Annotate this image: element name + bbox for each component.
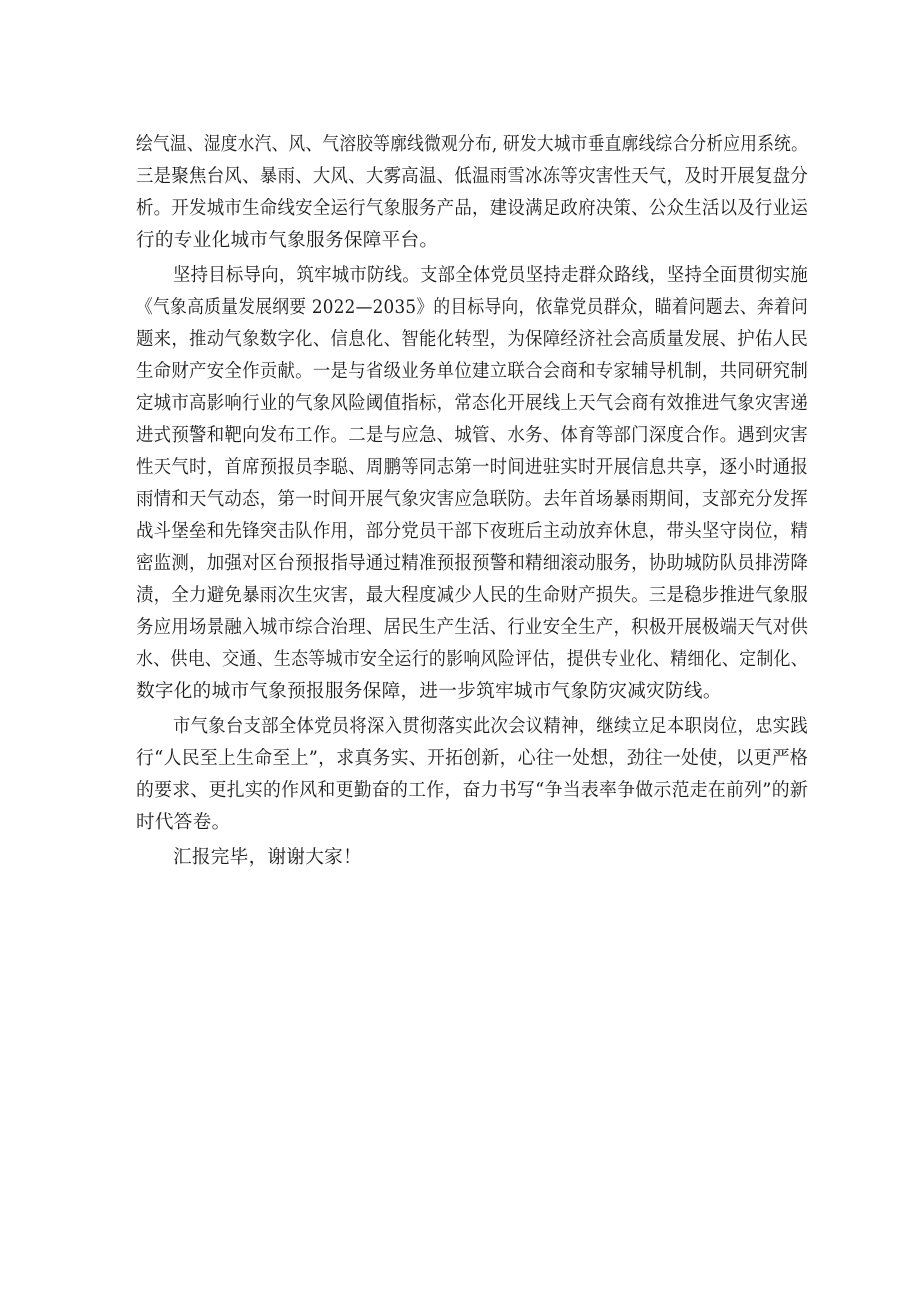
text-line: 市气象台支部全体党员将深入贯彻落实此次会议精神，继续立足本职岗位，忠实践 — [173, 716, 809, 737]
text-line: 战斗堡垒和先锋突击队作用，部分党员干部下夜班后主动放弃休息，带头坚守岗位，精 — [136, 521, 809, 542]
text-line: 时代答卷。 — [136, 812, 231, 833]
document-body — [136, 129, 808, 874]
paragraph-3 — [136, 711, 808, 839]
text-line: 的要求、更扎实的作风和更勤奋的工作，奋力书写“争当表率争做示范走在前列”的新 — [136, 780, 809, 801]
paragraph-4 — [136, 842, 808, 874]
text-line: 数字化的城市气象预报服务保障，进一步筑牢城市气象防灾减灾防线。 — [136, 681, 722, 702]
text-line: 雨情和天气动态，第一时间开展气象灾害应急联防。去年首场暴雨期间，支部充分发挥 — [136, 489, 809, 510]
paragraph-1 — [136, 129, 808, 257]
text-line: 务应用场景融入城市综合治理、居民生产生活、行业安全生产，积极开展极端天气对供 — [136, 617, 809, 638]
text-line: 绘气温、湿度水汽、风、气溶胶等廓线微观分布, 研发大城市垂直廓线综合分析应用系统。 — [136, 134, 809, 155]
text-line: 坚持目标导向，筑牢城市防线。支部全体党员坚持走群众路线，坚持全面贯彻实施 — [173, 265, 809, 286]
text-line: 性天气时，首席预报员李聪、周鹏等同志第一时间进驻实时开展信息共享，逐小时通报 — [136, 457, 809, 478]
text-line: 行的专业化城市气象服务保障平台。 — [136, 230, 439, 251]
paragraph-2 — [136, 260, 808, 708]
text-line: 进式预警和靶向发布工作。二是与应急、城管、水务、体育等部门深度合作。遇到灾害 — [136, 425, 809, 446]
text-line: 水、供电、交通、生态等城市安全运行的影响风险评估，提供专业化、精细化、定制化、 — [136, 649, 809, 670]
text-line: 密监测，加强对区台预报指导通过精准预报预警和精细滚动服务，协助城防队员排涝降 — [136, 553, 809, 574]
text-line: 生命财产安全作贡献。一是与省级业务单位建立联合会商和专家辅导机制，共同研究制 — [136, 361, 809, 382]
closing-line: 汇报完毕，谢谢大家！ — [173, 847, 362, 868]
text-line: 《气象高质量发展纲要 2022—2035》的目标导向，依靠党员群众，瞄着问题去、奔着问 — [136, 297, 808, 318]
text-line: 渍，全力避免暴雨次生灾害，最大程度减少人民的生命财产损失。三是稳步推进气象服 — [136, 585, 809, 606]
text-line: 行“人民至上生命至上”，求真务实、开拓创新，心往一处想，劲往一处使，以更严格 — [136, 748, 809, 769]
text-line: 析。开发城市生命线安全运行气象服务产品，建设满足政府决策、公众生活以及行业运 — [136, 198, 809, 219]
text-line: 题来，推动气象数字化、信息化、智能化转型，为保障经济社会高质量发展、护佑人民 — [136, 329, 809, 350]
text-line: 定城市高影响行业的气象风险阈值指标，常态化开展线上天气会商有效推进气象灾害递 — [136, 393, 809, 414]
text-line: 三是聚焦台风、暴雨、大风、大雾高温、低温雨雪冰冻等灾害性天气，及时开展复盘分 — [136, 166, 809, 187]
